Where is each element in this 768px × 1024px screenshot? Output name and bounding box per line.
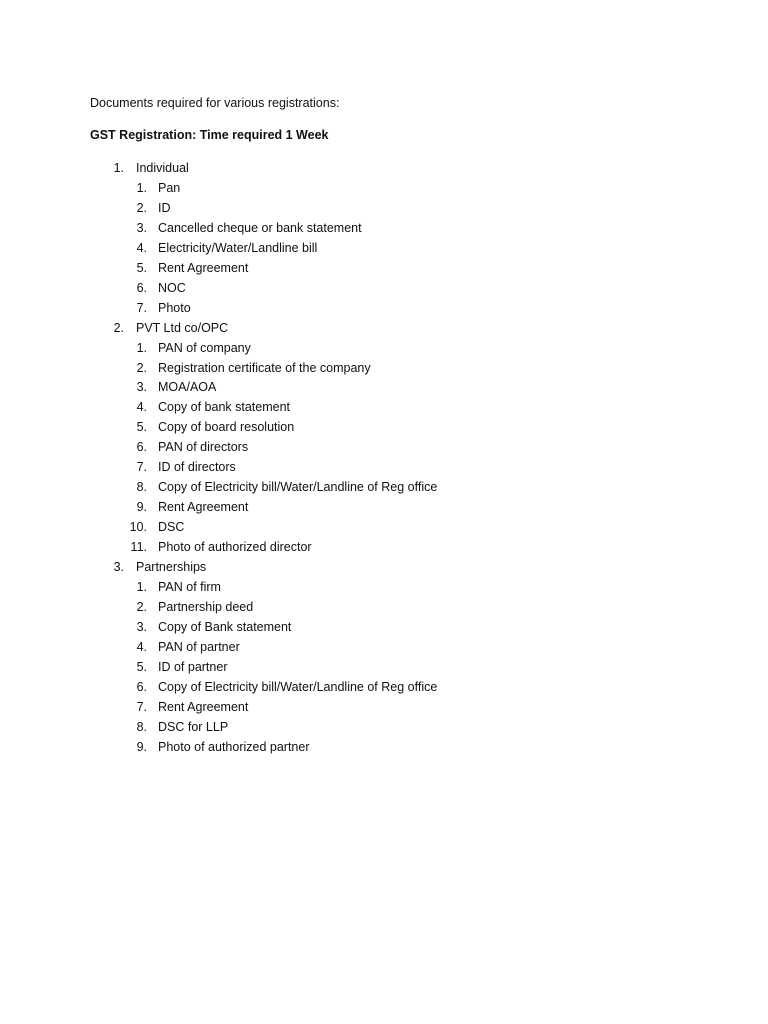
list-item (90, 739, 690, 755)
item-number: 5. (136, 260, 147, 275)
item-number: 3. (136, 380, 147, 395)
item-number: 2. (136, 599, 147, 614)
group-number: 1. (113, 161, 124, 175)
item-number: 9. (136, 500, 147, 515)
item-number: 3. (136, 220, 147, 235)
item-number: 6. (136, 440, 147, 455)
item-number: 2. (136, 200, 147, 215)
group-number: 2. (113, 320, 124, 335)
list-item (90, 300, 690, 316)
list-item (90, 539, 690, 555)
item-number: 7. (136, 699, 147, 714)
item-number: 8. (136, 719, 147, 734)
group-heading (90, 559, 690, 575)
item-text: NOC (158, 280, 186, 295)
item-number: 2. (136, 360, 147, 375)
item-number: 11. (130, 540, 147, 555)
group-label: Partnerships (136, 560, 207, 574)
item-number: 7. (136, 460, 147, 475)
item-text: Rent Agreement (158, 500, 249, 515)
list-item (90, 399, 690, 415)
item-text: DSC (158, 520, 185, 535)
list-item (90, 200, 690, 216)
list-item (90, 220, 690, 236)
list-item (90, 699, 690, 715)
item-text: MOA/AOA (158, 380, 217, 395)
item-text: Registration certificate of the company (158, 360, 371, 375)
item-number: 1. (136, 180, 147, 195)
list-item (90, 579, 690, 595)
item-number: 7. (136, 300, 147, 315)
group-heading (90, 320, 690, 336)
item-text: ID (158, 200, 171, 215)
item-number: 6. (136, 280, 147, 295)
item-text: PAN of company (158, 340, 251, 355)
list-item (90, 659, 690, 675)
list-item (90, 340, 690, 356)
item-number: 10. (129, 520, 147, 535)
item-text: Copy of Bank statement (158, 619, 292, 634)
item-number: 9. (136, 739, 147, 754)
item-text: ID of directors (158, 460, 236, 475)
item-number: 3. (136, 619, 147, 634)
group-label: PVT Ltd co/OPC (136, 320, 229, 335)
item-text: Rent Agreement (158, 260, 249, 275)
item-number: 4. (136, 400, 147, 415)
list-item (90, 379, 690, 395)
section-title: GST Registration: Time required 1 Week (90, 128, 329, 142)
item-text: PAN of partner (158, 639, 240, 654)
item-text: Copy of bank statement (158, 400, 291, 415)
list-item (90, 599, 690, 615)
list-item (90, 639, 690, 655)
list-item (90, 360, 690, 376)
list-item (90, 459, 690, 475)
item-text: Copy of Electricity bill/Water/Landline of Reg office (158, 679, 438, 694)
list-item (90, 240, 690, 256)
item-number: 1. (136, 340, 147, 355)
list-item (90, 419, 690, 435)
item-number: 4. (136, 240, 147, 255)
item-text: Photo of authorized director (158, 540, 312, 555)
item-number: 5. (136, 420, 147, 435)
item-text: Partnership deed (158, 599, 254, 614)
list-item (90, 499, 690, 515)
group-heading (90, 160, 690, 176)
list-item (90, 679, 690, 695)
item-number: 6. (136, 679, 147, 694)
item-text: PAN of directors (158, 440, 249, 455)
list-item (90, 479, 690, 495)
group-label: Individual (136, 161, 189, 175)
list-item (90, 260, 690, 276)
item-text: Photo (158, 300, 191, 315)
item-number: 5. (136, 659, 147, 674)
group-number: 3. (113, 560, 124, 574)
item-text: Photo of authorized partner (158, 739, 310, 754)
document-title: Documents required for various registrations: (90, 96, 340, 110)
list-item (90, 519, 690, 535)
list-item (90, 719, 690, 735)
item-number: 4. (136, 639, 147, 654)
item-text: ID of partner (158, 659, 228, 674)
list-item (90, 439, 690, 455)
item-text: Rent Agreement (158, 699, 249, 714)
item-text: Pan (158, 180, 181, 195)
item-number: 1. (136, 579, 147, 594)
item-text: Electricity/Water/Landline bill (158, 240, 318, 255)
item-text: Copy of Electricity bill/Water/Landline of Reg office (158, 480, 438, 495)
list-item (90, 619, 690, 635)
item-text: DSC for LLP (158, 719, 229, 734)
list-item (90, 180, 690, 196)
list-item (90, 280, 690, 296)
item-text: Copy of board resolution (158, 420, 295, 435)
item-number: 8. (136, 480, 147, 495)
item-text: PAN of firm (158, 579, 221, 594)
item-text: Cancelled cheque or bank statement (158, 220, 362, 235)
